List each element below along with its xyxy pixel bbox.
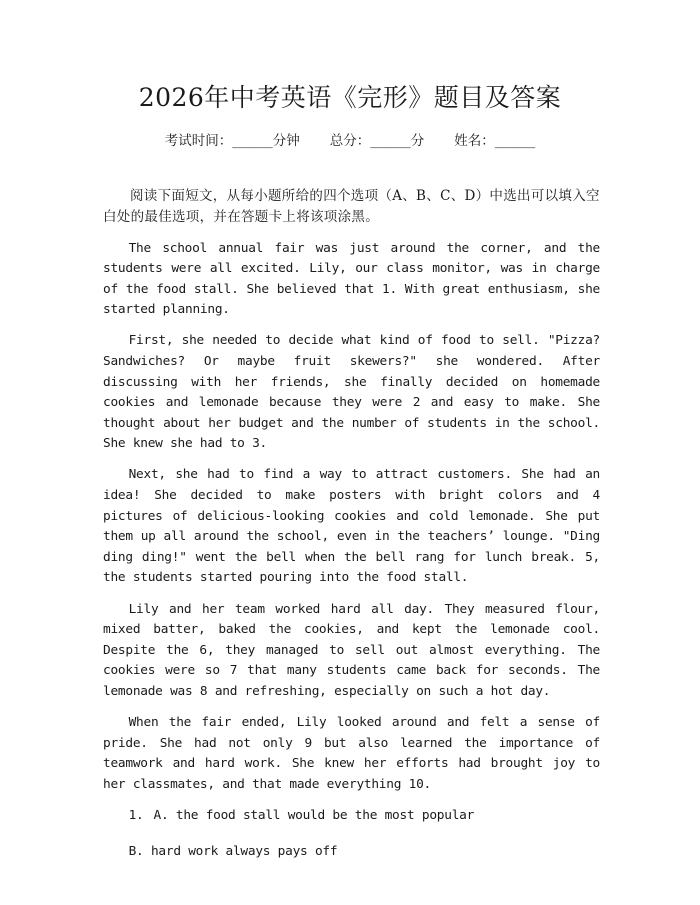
question-1-option-b: B. hard work always pays off [128,843,338,859]
document-body [103,186,600,878]
question-1-option-a [103,806,600,826]
option-a-text: A. the food stall would be the most popular [153,807,475,823]
total-score-field: 总分：______分 [329,133,425,149]
passage-paragraph-4: Lily and her team worked hard all day. They measured flour, mixed batter, baked the cookies, and kept the lemonade cool. Despite the 6, they managed to sell out almost everything. The cookies were so 7 that many students came back for seconds. The lemonade was 8 and refreshing, especially on such a hot day. [103,601,600,699]
instructions-paragraph: 阅读下面短文，从每小题所给的四个选项（A、B、C、D）中选出可以填入空白处的最佳选项，并在答题卡上将该项涂黑。 [103,188,600,225]
exam-time-field: 考试时间：______分钟 [164,133,300,149]
exam-meta-line [0,131,700,151]
passage-paragraph-2: First, she needed to decide what kind of food to sell. "Pizza? Sandwiches? Or maybe fruit skewers?" she wondered. After discussing with her friends, she finally decided on homemade cookies and lemonade because they were 2 and easy to make. She thought about her budget and the number of students in the school. She knew she had to 3. [103,333,600,452]
passage-paragraph-5: When the fair ended, Lily looked around and felt a sense of pride. She had not only 9 but also learned the importance of teamwork and hard work. She knew her efforts had brought joy to her classmates, and that made everything 10. [103,714,600,792]
passage-paragraph-3: Next, she had to find a way to attract customers. She had an idea! She decided to make posters with bright colors and 4 pictures of delicious-looking cookies and cold lemonade. She put them up all around the school, even in the teachers’ lounge. "Ding ding ding!" went the bell when the bell rang for lunch break. 5, the students started pouring into the food stall. [103,467,600,586]
passage-paragraph-1: The school annual fair was just around the corner, and the students were all excited. Lily, our class monitor, was in charge of the food stall. She believed that 1. With great enthusiasm, she started planning. [103,240,600,318]
student-name-field: 姓名：______ [454,133,536,149]
page-title: 2026年中考英语《完形》题目及答案 [138,83,562,112]
question-number: 1. [128,807,144,823]
